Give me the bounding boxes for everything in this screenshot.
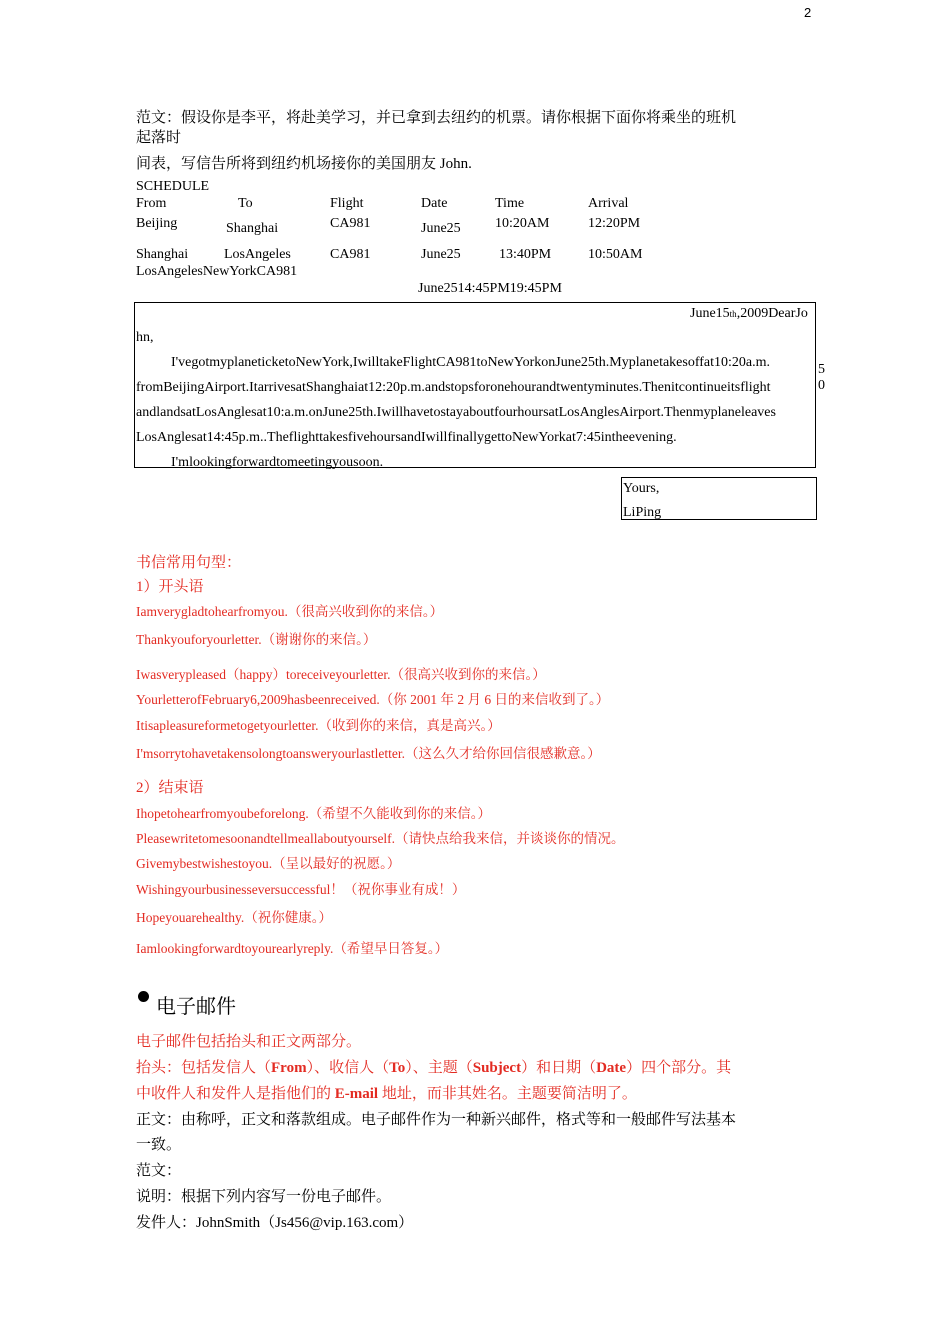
schedule-header-date: Date xyxy=(421,196,448,211)
margin-mark-0: 0 xyxy=(818,378,825,393)
schedule-r2-to: LosAngeles xyxy=(224,247,291,262)
letter-body-line-1: I'vegotmyplaneticketoNewYork,IwilltakeFlightCA981toNewYorkonJune25th.Myplanetakesoffat10:20a.m. xyxy=(171,355,771,370)
schedule-header-flight: Flight xyxy=(330,196,364,211)
schedule-r3-route: LosAngelesNewYorkCA981 xyxy=(136,264,298,279)
letter-body-line-3: andlandsatLosAnglesat10:a.m.onJune25th.IwillhavetostayaboutfourhoursatLosAnglesAirport.Thenmyplaneleaves xyxy=(136,405,776,420)
email-instruction: 说明：根据下列内容写一份电子邮件。 xyxy=(136,1189,392,1205)
schedule-r2-time: 13:40PM xyxy=(499,247,552,262)
schedule-r2-flight: CA981 xyxy=(330,247,371,262)
letter-body-line-5: I'mlookingforwardtomeetingyousoon. xyxy=(171,455,384,470)
email-sender: 发件人：JohnSmith（Js456@vip.163.com） xyxy=(136,1215,414,1231)
opening-phrase: I'msorrytohavetakensolongtoansweryourlastletter.（这么久才给你回信很感歉意。） xyxy=(136,746,601,761)
schedule-r1-flight: CA981 xyxy=(330,216,371,231)
closing-phrase: Pleasewritetomesoonandtellmeallaboutyourself.（请快点给我来信，并谈谈你的情况。 xyxy=(136,831,625,846)
opening-phrase: Thankyouforyourletter.（谢谢你的来信。） xyxy=(136,632,377,647)
closing-phrase: Wishingyourbusinesseversuccessful！（祝你事业有成！） xyxy=(136,882,466,897)
schedule-r2-arrival: 10:50AM xyxy=(588,247,643,262)
email-sample-label: 范文： xyxy=(136,1163,182,1179)
closing-phrase: Iamlookingforwardtoyourearlyreply.（希望早日答复。） xyxy=(136,941,449,956)
closing-heading: 2）结束语 xyxy=(136,780,204,796)
schedule-r2-from: Shanghai xyxy=(136,247,189,262)
letter-body-line-4: LosAnglesat14:45p.m..TheflighttakesfivehoursandIwillfinallygettoNewYorkat7:45intheevening. xyxy=(136,430,677,445)
opening-heading: 1）开头语 xyxy=(136,579,204,595)
schedule-r1-date: June25 xyxy=(421,221,461,236)
schedule-r2-date: June25 xyxy=(421,247,461,262)
schedule-r1-arrival: 12:20PM xyxy=(588,216,641,231)
intro-line-2: 起落时 xyxy=(136,130,182,146)
email-para-3a: 正文：由称呼，正文和落款组成。电子邮件作为一种新兴邮件，格式等和一般邮件写法基本 xyxy=(136,1112,737,1128)
margin-mark-5: 5 xyxy=(818,362,825,377)
schedule-header-time: Time xyxy=(495,196,525,211)
closing-phrase: Ihopetohearfromyoubeforelong.（希望不久能收到你的来信。） xyxy=(136,806,492,821)
letter-closing: Yours, xyxy=(623,481,660,496)
letter-signature: LiPing xyxy=(623,505,662,520)
intro-line-1: 范文：假设你是李平，将赴美学习，并已拿到去纽约的机票。请你根据下面你将乘坐的班机 xyxy=(136,110,737,126)
email-heading: 电子邮件 xyxy=(156,996,236,1018)
schedule-r1-from: Beijing xyxy=(136,216,178,231)
email-para-2a: 抬头：包括发信人（From）、收信人（To）、主题（Subject）和日期（Date）四个部分。其 xyxy=(136,1060,732,1076)
page-number: 2 xyxy=(804,5,812,20)
phrases-heading: 书信常用句型： xyxy=(136,555,242,571)
email-para-3b: 一致。 xyxy=(136,1137,182,1153)
schedule-header-arrival: Arrival xyxy=(588,196,629,211)
schedule-r1-time: 10:20AM xyxy=(495,216,550,231)
schedule-r3-times: June2514:45PM19:45PM xyxy=(418,281,562,296)
schedule-header-from: From xyxy=(136,196,167,211)
email-para-2b: 中收件人和发件人是指他们的 E-mail 地址，而非其姓名。主题要简洁明了。 xyxy=(136,1086,637,1102)
schedule-title: SCHEDULE xyxy=(136,179,210,194)
schedule-header-to: To xyxy=(238,196,253,211)
opening-phrase: Itisapleasureformetogetyourletter.（收到你的来信，真是高兴。） xyxy=(136,718,501,733)
letter-greeting: hn, xyxy=(136,330,154,345)
schedule-r1-to: Shanghai xyxy=(226,221,279,236)
intro-line-3: 间表，写信告所将到纽约机场接你的美国朋友 John. xyxy=(136,156,472,172)
closing-phrase: Givemybestwishestoyou.（呈以最好的祝愿。） xyxy=(136,856,401,871)
letter-body-line-2: fromBeijingAirport.ItarrivesatShanghaiat12:20p.m.andstopsforonehourandtwentyminutes.Thenitcontinueitsflight xyxy=(136,380,771,395)
letter-date: June15th,2009DearJo xyxy=(690,306,808,321)
opening-phrase: YourletterofFebruary6,2009hasbeenreceived.（你 2001 年 2 月 6 日的来信收到了。） xyxy=(136,692,610,707)
bullet-icon xyxy=(138,991,149,1002)
opening-phrase: Iamverygladtohearfromyou.（很高兴收到你的来信。） xyxy=(136,604,444,619)
closing-phrase: Hopeyouarehealthy.（祝你健康。） xyxy=(136,910,332,925)
opening-phrase: Iwasverypleased（happy）toreceiveyourletter.（很高兴收到你的来信。） xyxy=(136,667,546,682)
email-para-1: 电子邮件包括抬头和正文两部分。 xyxy=(136,1034,362,1050)
